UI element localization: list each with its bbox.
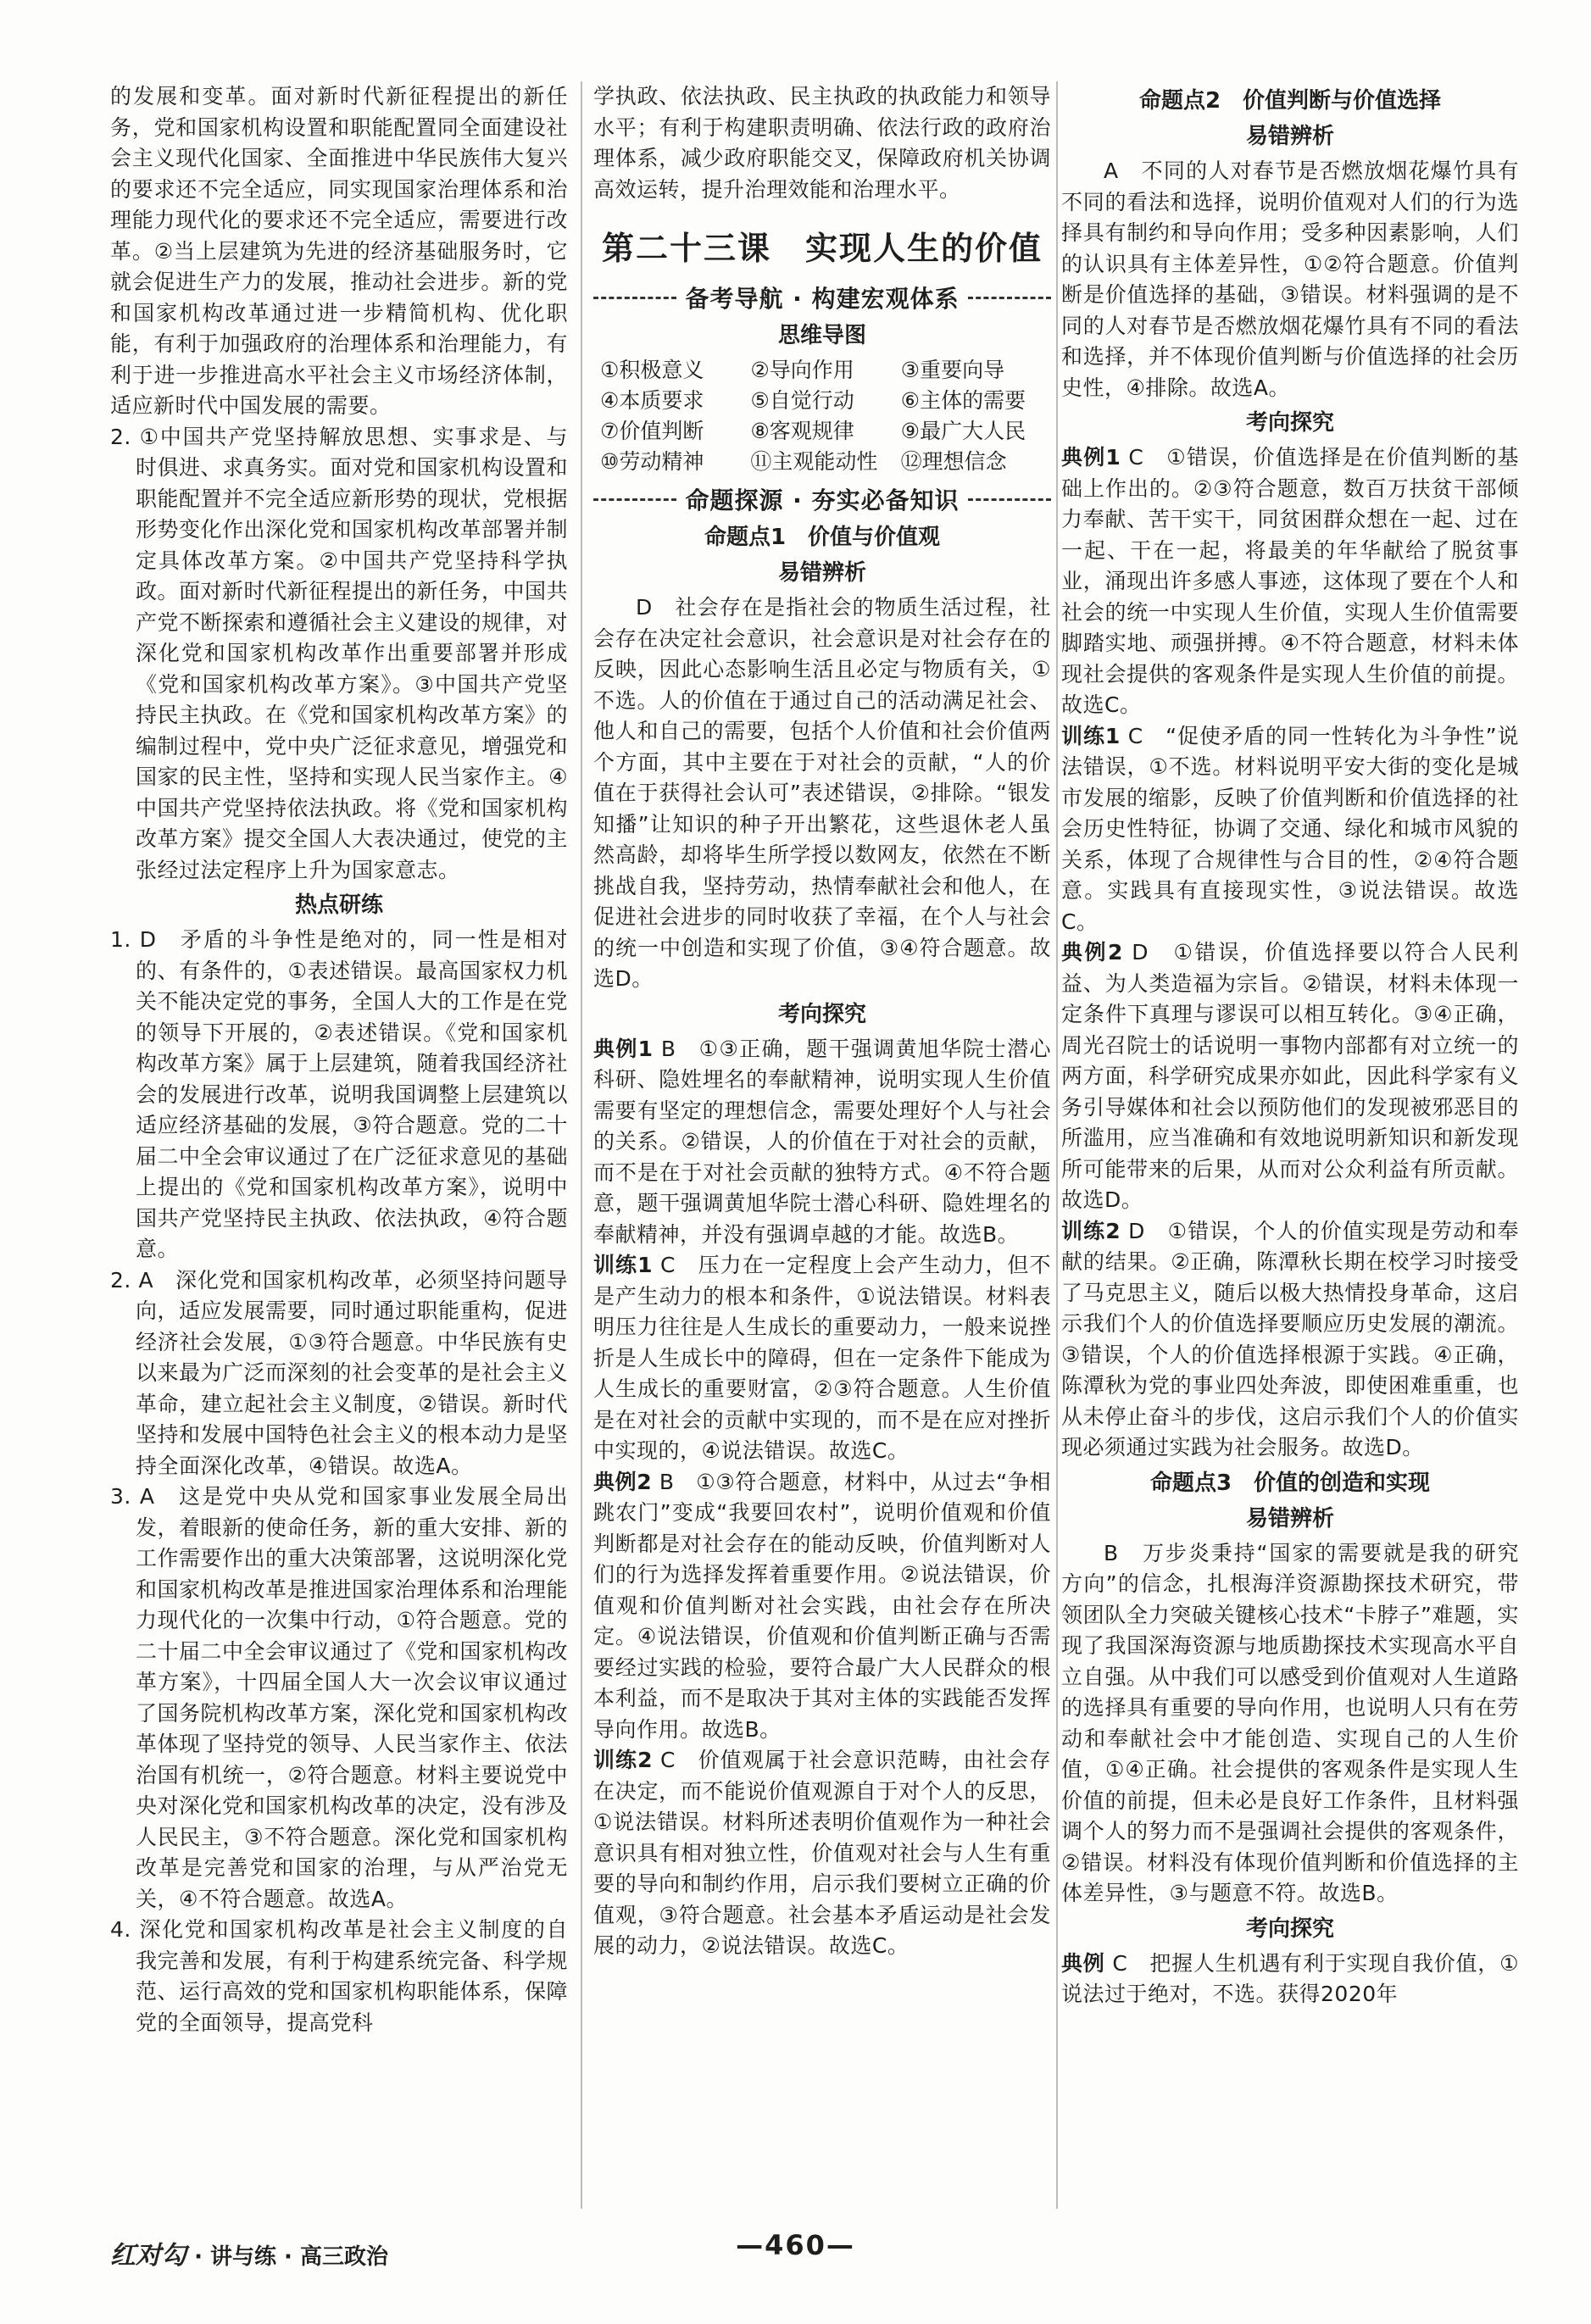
training-1 xyxy=(1061,721,1519,938)
training-2 xyxy=(1061,1216,1519,1464)
error-analysis-text: A 不同的人对春节是否燃放烟花爆竹具有不同的看法和选择，说明价值观对人们的行为选择具有制约和导向作用；受多种因素影响，人们的认识具有主体差异性，①②符合题意。价值判断是价值选择的基础，③错误。材料强调的是不同的人对春节是否燃放烟花爆竹具有不同的看法和选择，并不体现价值判断与价值选择的社会历史性，④排除。故选A。 xyxy=(1061,158,1519,400)
column-left xyxy=(110,81,568,2038)
training-tag: 训练1 xyxy=(1061,723,1121,748)
answer-item-2: 2. ①中国共产党坚持解放思想、实事求是、与时俱进、求真务实。面对党和国家机构设置和职能配置并不完全适应新形势的现状，党根据形势变化作出深化党和国家机构改革部署并制定具体改革方案。②中国共产党坚持科学执政。面对新时代新征程提出的新任务，中国共产党不断探索和遵循社会主义建设的规律，对深化党和国家机构改革作出重要部署并形成《党和国家机构改革方案》。③中国共产党坚持民主执政。在《党和国家机构改革方案》的编制过程中，党中央广泛征求意见，增强党和国家的民主性，坚持和实现人民当家作主。④中国共产党坚持依法执政。将《党和国家机构改革方案》提交全国人大表决通过，使党的主张经过法定程序上升为国家意志。 xyxy=(110,424,569,882)
page-number: —460— xyxy=(736,2229,855,2261)
brand-logo: 红对勾 xyxy=(110,2241,186,2271)
example xyxy=(1061,1949,1519,2010)
training-2 xyxy=(593,1745,1051,1962)
lesson-title: 第二十三课 实现人生的价值 xyxy=(601,230,1043,267)
column-divider-2 xyxy=(1056,81,1058,2209)
example-text: B ①③符合题意，材料中，从过去“争相跳农门”变成“我要回农村”，说明价值观和价值判断都是对社会存在的能动反映，价值判断对人们的行为选择发挥着重要作用。②说法错误，价值观和价值判断对社会实践，由社会存在所决定。④说法错误，价值观和价值判断正确与否需要经过实践的检验，要符合最广大人民群众的根本利益，而不是取决于其对主体的实践能否发挥导向作用。故选B。 xyxy=(593,1469,1051,1742)
mind-map-grid xyxy=(600,355,1051,477)
heading-hot-practice: 热点研练 xyxy=(294,892,383,918)
example-text: B ①③正确，题干强调黄旭华院士潜心科研、隐姓埋名的奉献精神，说明实现人生价值需要有坚定的理想信念，需要处理好个人与社会的关系。②错误，人的价值在于对社会的贡献，而不是在于对社会贡献的独特方式。④不符合题意，题干强调黄旭华院士潜心科研、隐姓埋名的奉献精神，并没有强调卓越的才能。故选B。 xyxy=(593,1036,1051,1247)
mind-item: ⑪主观能动性 xyxy=(750,449,878,474)
mind-item: ③重要向导 xyxy=(900,358,1005,382)
error-analysis-text: B 万步炎秉持“国家的需要就是我的研究方向”的信念，扎根海洋资源勘探技术研究，带领团队全力突破关键核心技术“卡脖子”难题，实现了我国深海资源与地质勘探技术实现高水平自立自强。从中我们可以感受到价值观对人生道路的选择具有重要的导向作用，也说明人只有在劳动和奉献社会中才能创造、实现自己的人生价值，①④正确。社会提供的客观条件是实现人生价值的前提，但未必是良好工作条件，且材料强调个人的努力而不是强调社会提供的客观条件，②错误。材料没有体现价值判断和价值选择的主体差异性，③与题意不符。故选B。 xyxy=(1061,1540,1519,1905)
example-tag: 典例1 xyxy=(593,1036,654,1061)
answer-continued: 的发展和变革。面对新时代新征程提出的新任务，党和国家机构设置和职能配置同全面建设社会主义现代化国家、全面推进中华民族伟大复兴的要求还不完全适应，同实现国家治理体系和治理能力现代化的要求还不完全适应，需要进行改革。②当上层建筑为先进的经济基础服务时，它就会促进生产力的发展，推动社会进步。新的党和国家机构改革通过进一步精简机构、优化职能，有利于加强政府的治理体系和治理能力，有利于进一步推进高水平社会主义市场经济体制，适应新时代中国发展的需要。 xyxy=(110,84,568,418)
section-bar-label: 备考导航 · 构建宏观体系 xyxy=(685,285,960,313)
hot-question-4: 4. 深化党和国家机构改革是社会主义制度的自我完善和发展，有利于构建系统完备、科学规范、运行高效的党和国家机构职能体系，保障党的全面领导，提高党科 xyxy=(110,1917,569,2035)
example-text: C ①错误，价值选择是在价值判断的基础上作出的。②③符合题意，数百万扶贫干部倾力奉献、苦干实干，同贫困群众想在一起、过在一起、干在一起，将最美的年华献给了脱贫事业，涌现出许多感人事迹，这体现了要在个人和社会的统一中实现人生价值，实现人生价值需要脚踏实地、顽强拼搏。④不符合题意，材料未体现社会提供的客观条件是实现人生价值的前提。故选C。 xyxy=(1061,445,1519,717)
mind-item: ④本质要求 xyxy=(600,388,704,413)
example-text: D ①错误，价值选择要以符合人民利益、为人类造福为宗旨。②错误，材料未体现一定条件下真理与谬误可以相互转化。③④正确，周光召院士的话说明一事物内部都有对立统一的两方面，科学研究成果亦如此，因此科学家有义务引导媒体和社会以预防他们的发现被邪恶目的所滥用，应当准确和有效地说明新知识和新发现所可能带来的后果，从而对公众利益有所贡献。故选D。 xyxy=(1061,940,1519,1212)
heading-point-2: 命题点2 价值判断与价值选择 xyxy=(1138,88,1442,114)
dashed-rule-right xyxy=(968,498,1051,501)
example-2 xyxy=(593,1467,1051,1746)
training-text: C 压力在一定程度上会产生动力，但不是产生动力的根本和条件，①说法错误。材料表明压力往往是人生成长的重要动力，一般来说挫折是人生成长中的障碍，但在一定条件下能成为人生成长的重要财富，②③符合题意。人生价值是在对社会的贡献中实现的，而不是在应对挫折中实现的，④说法错误。故选C。 xyxy=(593,1253,1051,1463)
heading-error-analysis: 易错辨析 xyxy=(777,560,866,586)
training-1 xyxy=(593,1250,1051,1467)
dashed-rule-left xyxy=(593,498,676,501)
training-text: C “促使矛盾的同一性转化为斗争性”说法错误，①不选。材料说明平安大街的变化是城市发展的缩影，反映了价值判断和价值选择的社会历史性特征，协调了交通、绿化和城市风貌的关系，体现了合规律性与合目的性，②④符合题意。实践具有直接现实性，③说法错误。故选C。 xyxy=(1061,723,1519,934)
dashed-rule-left xyxy=(593,297,676,299)
hot-question-1: 1. D 矛盾的斗争性是绝对的，同一性是相对的、有条件的，①表述错误。最高国家权力机关不能决定党的事务，全国人大的工作是在党的领导下开展的，②表述错误。《党和国家机构改革方案》属于上层建筑，随着我国经济社会的发展进行改革，说明我国调整上层建筑以适应经济基础的发展，③符合题意。党的二十届二中全会审议通过了在广泛征求意见的基础上提出的《党和国家机构改革方案》，说明中国共产党坚持民主执政、依法执政，④符合题意。 xyxy=(110,927,569,1261)
section-bar-review xyxy=(593,281,1051,314)
mind-item: ⑧客观规律 xyxy=(750,419,854,443)
training-tag: 训练2 xyxy=(593,1748,654,1772)
example-tag: 典例2 xyxy=(1061,940,1123,965)
example-tag: 典例1 xyxy=(1061,445,1121,470)
mind-item: ①积极意义 xyxy=(600,358,704,382)
training-tag: 训练1 xyxy=(593,1253,654,1277)
heading-exam-direction: 考向探究 xyxy=(1245,1915,1334,1942)
section-bar-label: 命题探源 · 夯实必备知识 xyxy=(685,486,960,514)
footer-book-title: · 讲与练 · 高三政治 xyxy=(194,2244,388,2270)
heading-exam-direction: 考向探究 xyxy=(1245,410,1334,436)
training-text: C 价值观属于社会意识范畴，由社会存在决定，而不能说价值观源自于对个人的反思，①说法错误。材料所述表明价值观作为一种社会意识具有相对独立性，价值观对社会与人生有重要的导向和制约作用，启示我们要树立正确的价值观，③符合题意。社会基本矛盾运动是社会发展的动力，②说法错误。故选C。 xyxy=(593,1748,1051,1958)
hot-question-2: 2. A 深化党和国家机构改革，必须坚持问题导向，适应发展需要，同时通过职能重构，促进经济社会发展，①③符合题意。中华民族有史以来最为广泛而深刻的社会变革的是社会主义革命，建立起社会主义制度，②错误。新时代坚持和发展中国特色社会主义的根本动力是坚持全面深化改革，④错误。故选A。 xyxy=(110,1267,569,1478)
heading-point-1: 命题点1 价值与价值观 xyxy=(704,525,941,550)
error-analysis-text: D 社会存在是指社会的物质生活过程，社会存在决定社会意识，社会意识是对社会存在的反映，因此心态影响生活且必定与物质有关，①不选。人的价值在于通过自己的活动满足社会、他人和自己的需要，包括个人价值和社会价值两个方面，其中主要在于对社会的贡献，“人的价值在于获得社会认可”表述错误，②排除。“银发知播”让知识的种子开出繁花，这些退休老人虽然高龄，却将毕生所学授以数网友，依然在不断挑战自我，坚持劳动，热情奉献社会和他人，在促进社会进步的同时收获了幸福，在个人与社会的统一中创造和实现了价值，③④符合题意。故选D。 xyxy=(593,595,1051,991)
example-1 xyxy=(593,1034,1051,1251)
training-text: D ①错误，个人的价值实现是劳动和奉献的结果。②正确，陈潭秋长期在校学习时接受了马克思主义，随后以极大热情投身革命，这启示我们个人的价值选择要顺应历史发展的潮流。③错误，个人的价值选择根源于实践。④正确，陈潭秋为党的事业四处奔波，即使困难重重，也从未停止奋斗的步伐，这启示我们个人的价值实现必须通过实践为社会服务。故选D。 xyxy=(1061,1218,1519,1459)
mind-item: ⑤自觉行动 xyxy=(750,388,854,413)
column-middle xyxy=(593,81,1051,1962)
example-tag: 典例 xyxy=(1061,1950,1105,1976)
column-right xyxy=(1061,81,1519,2010)
training-tag: 训练2 xyxy=(1061,1218,1121,1243)
mind-item: ⑦价值判断 xyxy=(600,419,704,443)
example-text: C 把握人生机遇有利于实现自我价值，①说法过于绝对，不选。获得2020年 xyxy=(1061,1950,1519,2006)
heading-error-analysis: 易错辨析 xyxy=(1245,1505,1334,1532)
dashed-rule-right xyxy=(968,297,1051,299)
column-divider-1 xyxy=(581,81,582,2209)
mind-item: ⑨最广大人民 xyxy=(900,419,1026,443)
example-tag: 典例2 xyxy=(593,1469,653,1494)
mind-item: ⑩劳动精神 xyxy=(600,449,704,474)
example-2 xyxy=(1061,937,1519,1216)
mind-item: ⑫理想信念 xyxy=(900,449,1007,474)
heading-error-analysis: 易错辨析 xyxy=(1245,124,1334,149)
answer-continued-2: 学执政、依法执政、民主执政的执政能力和领导水平；有利于构建职责明确、依法行政的政府治理体系，减少政府职能交叉，保障政府机关协调高效运转，提升治理效能和治理水平。 xyxy=(593,84,1051,202)
mind-item: ②导向作用 xyxy=(750,358,854,382)
hot-question-3: 3. A 这是党中央从党和国家事业发展全局出发，着眼新的使命任务，新的重大安排、新的工作需要作出的重大决策部署，这说明深化党和国家机构改革是推进国家治理体系和治理能力现代化的一次集中行动，①符合题意。党的二十届二中全会审议通过了《党和国家机构改革方案》，十四届全国人大一次会议审议通过了国务院机构改革方案，深化党和国家机构改革体现了坚持党的领导、人民当家作主、依法治国有机统一，②符合题意。材料主要说党中央对深化党和国家机构改革的决定，没有涉及人民民主，③不符合题意。深化党和国家机构改革是完善党和国家的治理，与从严治党无关，④不符合题意。故选A。 xyxy=(110,1484,569,1911)
section-bar-knowledge xyxy=(593,482,1051,516)
heading-mind-map: 思维导图 xyxy=(777,323,866,348)
heading-exam-direction: 考向探究 xyxy=(777,1001,866,1027)
example-1 xyxy=(1061,442,1519,721)
heading-point-3: 命题点3 价值的创造和实现 xyxy=(1149,1470,1431,1496)
mind-item: ⑥主体的需要 xyxy=(900,388,1026,413)
